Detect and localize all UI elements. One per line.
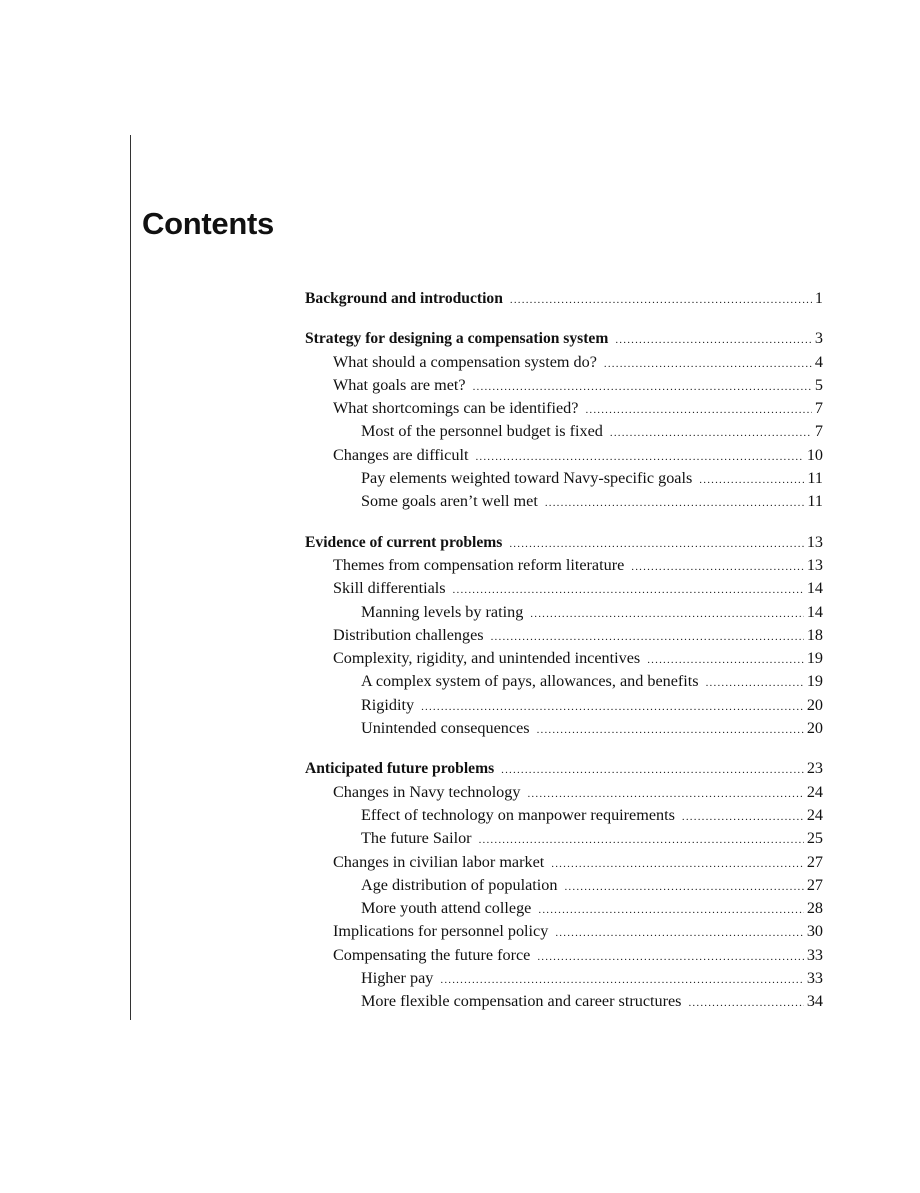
toc-page-number: 7: [814, 422, 823, 441]
toc-entry-label: Higher pay: [361, 969, 434, 988]
dot-leader: [453, 579, 804, 602]
toc-entry[interactable]: [305, 577, 823, 600]
toc-page-number: 27: [806, 875, 823, 894]
toc-entry-label: Anticipated future problems: [305, 760, 495, 778]
toc-page-number: 28: [806, 899, 823, 918]
toc-entry[interactable]: [305, 397, 823, 420]
page-title: Contents: [142, 206, 274, 241]
toc-page-number: 19: [806, 649, 823, 668]
dot-leader: [538, 899, 803, 922]
toc-entry-label: Some goals aren’t well met: [361, 492, 538, 511]
toc-page-number: 24: [806, 782, 823, 801]
toc-section: [305, 287, 823, 310]
toc-page-number: 33: [806, 969, 823, 988]
dot-leader: [510, 289, 812, 312]
dot-leader: [706, 672, 804, 695]
toc-page-number: 14: [806, 602, 823, 621]
toc-entry[interactable]: [305, 804, 823, 827]
toc-entry-label: Changes are difficult: [333, 445, 469, 464]
dot-leader: [699, 469, 804, 492]
toc-page-number: 19: [806, 672, 823, 691]
toc-entry[interactable]: [305, 827, 823, 850]
dot-leader: [421, 696, 804, 719]
toc-entry-label: More youth attend college: [361, 899, 532, 918]
toc-page-number: 33: [806, 945, 823, 964]
toc-section: [305, 757, 823, 1013]
toc-page-number: 23: [806, 759, 823, 778]
toc-entry[interactable]: [305, 851, 823, 874]
toc-page-number: 7: [814, 399, 823, 418]
toc-page-number: 10: [806, 445, 823, 464]
toc-chapter-entry[interactable]: [305, 531, 823, 554]
toc-entry[interactable]: [305, 351, 823, 374]
toc-page-number: 25: [806, 829, 823, 848]
toc-entry[interactable]: [305, 781, 823, 804]
toc-page-number: 24: [806, 805, 823, 824]
toc-page-number: 4: [814, 352, 823, 371]
toc-page-number: 3: [814, 329, 823, 348]
toc-entry[interactable]: [305, 967, 823, 990]
dot-leader: [647, 649, 804, 672]
toc-entry[interactable]: [305, 444, 823, 467]
toc-page-number: 20: [806, 695, 823, 714]
toc-entry-label: More flexible compensation and career structures: [361, 992, 682, 1011]
toc-section: [305, 531, 823, 741]
toc-entry-label: Pay elements weighted toward Navy-specific goals: [361, 469, 693, 488]
dot-leader: [475, 446, 803, 469]
dot-leader: [604, 353, 812, 376]
toc-entry[interactable]: [305, 420, 823, 443]
dot-leader: [682, 806, 804, 829]
dot-leader: [440, 969, 803, 992]
table-of-contents: [305, 287, 823, 1031]
dot-leader: [631, 556, 804, 579]
toc-page-number: 13: [806, 555, 823, 574]
toc-chapter-entry[interactable]: [305, 757, 823, 780]
toc-entry-label: Themes from compensation reform literature: [333, 555, 625, 574]
toc-entry[interactable]: [305, 467, 823, 490]
dot-leader: [473, 376, 812, 399]
dot-leader: [509, 533, 803, 556]
dot-leader: [530, 603, 804, 626]
toc-page-number: 18: [806, 625, 823, 644]
dot-leader: [479, 829, 804, 852]
toc-chapter-entry[interactable]: [305, 327, 823, 350]
toc-page-number: 20: [806, 719, 823, 738]
toc-entry-label: Effect of technology on manpower requirements: [361, 805, 675, 824]
dot-leader: [527, 783, 803, 806]
dot-leader: [501, 759, 804, 782]
toc-page-number: 5: [814, 375, 823, 394]
toc-entry-label: The future Sailor: [361, 829, 472, 848]
toc-page-number: 11: [807, 492, 823, 511]
toc-entry[interactable]: [305, 694, 823, 717]
toc-entry[interactable]: [305, 717, 823, 740]
toc-entry[interactable]: [305, 647, 823, 670]
dot-leader: [551, 853, 804, 876]
toc-entry[interactable]: [305, 990, 823, 1013]
toc-entry-label: Age distribution of population: [361, 875, 558, 894]
toc-entry-label: Complexity, rigidity, and unintended incentives: [333, 649, 641, 668]
toc-entry-label: Compensating the future force: [333, 945, 531, 964]
toc-entry[interactable]: [305, 624, 823, 647]
dot-leader: [491, 626, 804, 649]
toc-entry-label: Unintended consequences: [361, 719, 530, 738]
toc-entry-label: Rigidity: [361, 695, 415, 714]
dot-leader: [555, 922, 803, 945]
toc-entry[interactable]: [305, 874, 823, 897]
toc-entry[interactable]: [305, 601, 823, 624]
toc-entry-label: What shortcomings can be identified?: [333, 399, 579, 418]
toc-page-number: 27: [806, 852, 823, 871]
toc-entry[interactable]: [305, 554, 823, 577]
toc-entry-label: Skill differentials: [333, 579, 446, 598]
toc-entry-label: Changes in Navy technology: [333, 782, 521, 801]
dot-leader: [564, 876, 803, 899]
dot-leader: [545, 492, 805, 515]
toc-entry[interactable]: [305, 374, 823, 397]
toc-page-number: 11: [807, 469, 823, 488]
toc-chapter-entry[interactable]: [305, 287, 823, 310]
toc-entry[interactable]: [305, 920, 823, 943]
toc-entry-label: Background and introduction: [305, 290, 503, 307]
dot-leader: [610, 422, 812, 445]
toc-page-number: 34: [806, 992, 823, 1011]
toc-entry-label: Evidence of current problems: [305, 533, 503, 551]
toc-entry-label: Changes in civilian labor market: [333, 852, 545, 871]
toc-entry[interactable]: [305, 670, 823, 693]
toc-entry-label: What goals are met?: [333, 375, 466, 394]
toc-entry-label: A complex system of pays, allowances, and benefits: [361, 672, 699, 691]
dot-leader: [585, 399, 811, 422]
toc-entry[interactable]: [305, 944, 823, 967]
toc-entry-label: Strategy for designing a compensation system: [305, 330, 609, 348]
toc-page-number: 13: [806, 532, 823, 551]
toc-page-number: 1: [814, 289, 823, 307]
toc-entry-label: Most of the personnel budget is fixed: [361, 422, 603, 441]
toc-page-number: 14: [806, 579, 823, 598]
dot-leader: [537, 719, 804, 742]
toc-entry-label: What should a compensation system do?: [333, 352, 597, 371]
toc-entry[interactable]: [305, 490, 823, 513]
toc-entry-label: Manning levels by rating: [361, 602, 524, 621]
toc-section: [305, 327, 823, 513]
margin-rule: [130, 135, 131, 1020]
dot-leader: [615, 329, 812, 352]
toc-entry-label: Distribution challenges: [333, 625, 484, 644]
toc-entry[interactable]: [305, 897, 823, 920]
dot-leader: [688, 992, 803, 1015]
toc-page-number: 30: [806, 922, 823, 941]
toc-entry-label: Implications for personnel policy: [333, 922, 549, 941]
dot-leader: [537, 946, 803, 969]
